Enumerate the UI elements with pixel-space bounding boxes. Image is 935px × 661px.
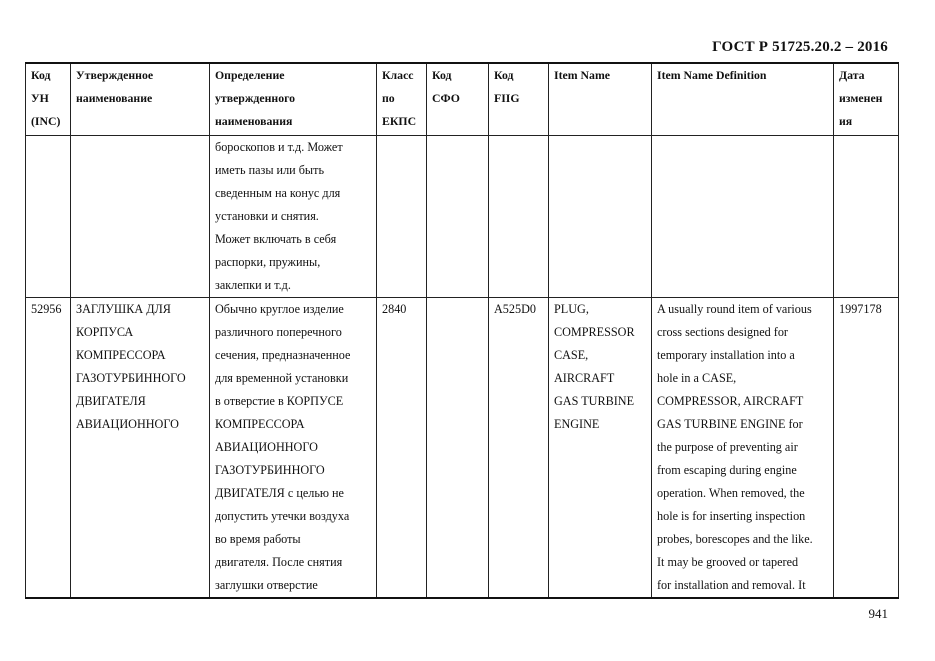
cell-line: ГАЗОТУРБИННОГО (215, 463, 325, 477)
cell-line: COMPRESSOR, AIRCRAFT (657, 394, 804, 408)
header-line: Утвержденное (76, 68, 154, 82)
cell-value: 52956 (31, 302, 62, 316)
cell-item-name (549, 136, 652, 298)
cell-line: probes, borescopes and the like. (657, 532, 813, 546)
cell-fiig (489, 136, 549, 298)
cell-line: во время работы (215, 532, 301, 546)
header-line: ия (839, 114, 853, 128)
cell-line: AIRCRAFT (554, 371, 615, 385)
cell-line: cross sections designed for (657, 325, 788, 339)
cell-line: from escaping during engine (657, 463, 797, 477)
cell-line: CASE, (554, 348, 589, 362)
cell-definition (210, 136, 377, 298)
cell-inc (26, 298, 71, 599)
cell-line: для временной установки (215, 371, 349, 385)
cell-change-date (834, 136, 899, 298)
header-line: Класс (382, 68, 414, 82)
cell-line: АВИАЦИОННОГО (215, 440, 318, 454)
cell-line: распорки, пружины, (215, 255, 321, 269)
header-line: Определение (215, 68, 285, 82)
table-row (26, 136, 899, 298)
header-line: наименование (76, 91, 153, 105)
header-line: FIIG (494, 91, 520, 105)
cell-line: ДВИГАТЕЛЯ (76, 394, 146, 408)
cell-line: сечения, предназначенное (215, 348, 351, 362)
cell-line: двигателя. После снятия (215, 555, 343, 569)
header-line: ЕКПС (382, 114, 417, 128)
cell-line: ЗАГЛУШКА ДЛЯ (76, 302, 171, 316)
cell-line: ДВИГАТЕЛЯ с целью не (215, 486, 344, 500)
cell-line: Обычно круглое изделие (215, 302, 344, 316)
cell-change-date (834, 298, 899, 599)
cell-sfo (427, 298, 489, 599)
header-approved-name (71, 63, 210, 136)
header-line: (INC) (31, 114, 61, 128)
cell-line: сведенным на конус для (215, 186, 341, 200)
header-line: изменен (839, 91, 883, 105)
header-fiig (489, 63, 549, 136)
cell-line: GAS TURBINE (554, 394, 635, 408)
header-item-name (549, 63, 652, 136)
cell-line: temporary installation into a (657, 348, 795, 362)
cell-line: COMPRESSOR (554, 325, 635, 339)
header-line: наименования (215, 114, 293, 128)
cell-line: допустить утечки воздуха (215, 509, 350, 523)
cell-value: 1997178 (839, 302, 882, 316)
cell-line: иметь пазы или быть (215, 163, 325, 177)
header-line: Item Name (554, 68, 611, 82)
cell-line: КОМПРЕССОРА (76, 348, 166, 362)
cell-line: заглушки отверстие (215, 578, 318, 592)
header-line: Код (494, 68, 514, 82)
cell-line: for installation and removal. It (657, 578, 806, 592)
cell-item-name-definition (652, 298, 834, 599)
cell-line: ГАЗОТУРБИННОГО (76, 371, 186, 385)
nomenclature-table (25, 62, 899, 599)
cell-class-ekps (377, 298, 427, 599)
header-line: утвержденного (215, 91, 296, 105)
header-class-ekps (377, 63, 427, 136)
header-inc (26, 63, 71, 136)
header-sfo (427, 63, 489, 136)
cell-fiig (489, 298, 549, 599)
cell-line: различного поперечного (215, 325, 342, 339)
cell-line: hole is for inserting inspection (657, 509, 806, 523)
page-number: 941 (868, 606, 888, 621)
cell-item-name (549, 298, 652, 599)
header-change-date (834, 63, 899, 136)
cell-line: the purpose of preventing air (657, 440, 798, 454)
header-line: Код (432, 68, 452, 82)
cell-value: A525D0 (494, 302, 536, 316)
cell-class-ekps (377, 136, 427, 298)
cell-line: в отверстие в КОРПУСЕ (215, 394, 344, 408)
cell-line: operation. When removed, the (657, 486, 805, 500)
cell-line: hole in a CASE, (657, 371, 737, 385)
header-item-name-definition (652, 63, 834, 136)
header-definition (210, 63, 377, 136)
cell-item-name-definition (652, 136, 834, 298)
cell-approved-name (71, 298, 210, 599)
cell-definition (210, 298, 377, 599)
cell-line: A usually round item of various (657, 302, 812, 316)
cell-line: заклепки и т.д. (215, 278, 291, 292)
header-line: Item Name Definition (657, 68, 767, 82)
cell-line: АВИАЦИОННОГО (76, 417, 179, 431)
cell-approved-name (71, 136, 210, 298)
cell-line: установки и снятия. (215, 209, 319, 223)
cell-line: PLUG, (554, 302, 589, 316)
table-row (26, 298, 899, 599)
cell-line: КОРПУСА (76, 325, 134, 339)
header-line: по (382, 91, 395, 105)
cell-line: GAS TURBINE ENGINE for (657, 417, 803, 431)
cell-line: ENGINE (554, 417, 600, 431)
cell-line: КОМПРЕССОРА (215, 417, 305, 431)
document-standard-header: ГОСТ Р 51725.20.2 – 2016 (712, 39, 888, 55)
cell-inc (26, 136, 71, 298)
header-line: Код (31, 68, 51, 82)
cell-line: Может включать в себя (215, 232, 337, 246)
cell-line: бороскопов и т.д. Может (215, 140, 343, 154)
cell-sfo (427, 136, 489, 298)
header-line: УН (31, 91, 49, 105)
table-header-row (26, 63, 899, 136)
cell-value: 2840 (382, 302, 407, 316)
header-line: СФО (432, 91, 460, 105)
cell-line: It may be grooved or tapered (657, 555, 799, 569)
header-line: Дата (839, 68, 865, 82)
